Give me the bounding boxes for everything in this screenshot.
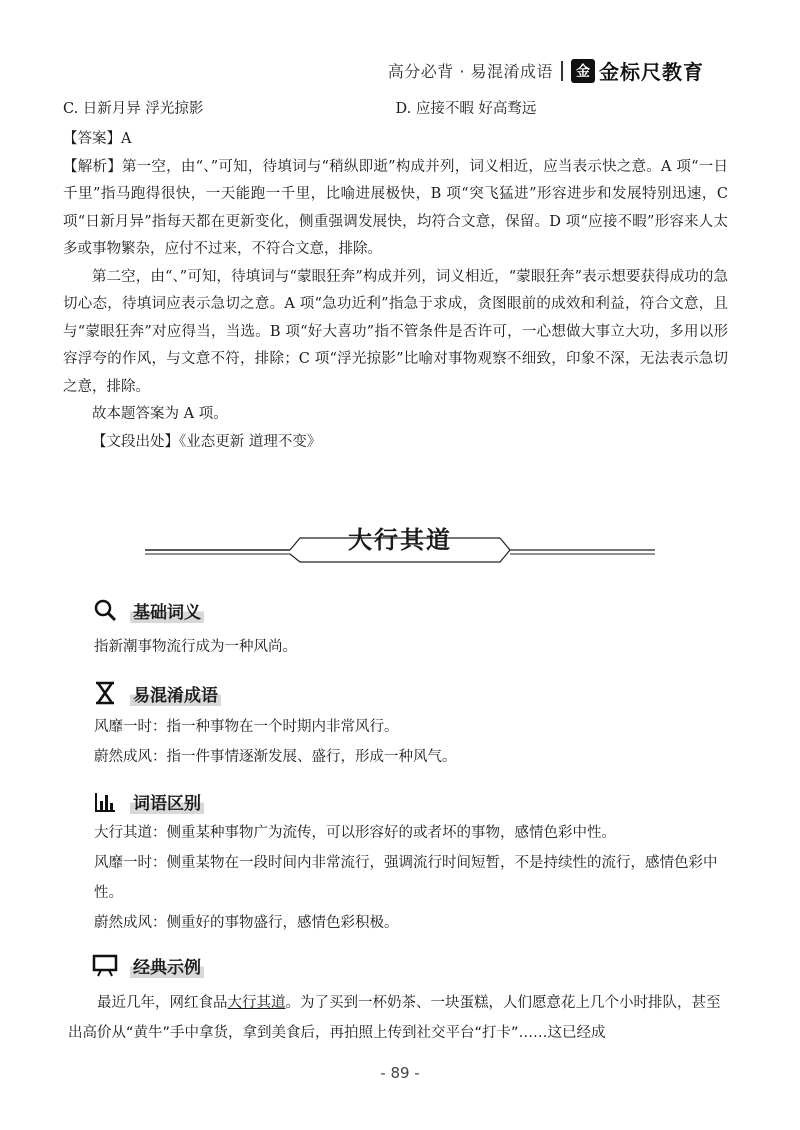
analysis-para-2: 第二空，由“、”可知，待填词与“蒙眼狂奔”构成并列，词义相近，“蒙眼狂奔”表示想要获得成功的急切心态，待填词应表示急切之意。A 项“急功近利”指急于求成，贪图眼前的成效和利益，符合文意，且与“蒙眼狂奔”对应得当，当选。B 项“好大喜功”指不管条件是否许可，一心想做大事立大功，多用以形容浮夸的作风，与文意不符，排除；C 项“浮光掠影”比喻对事物观察不细致，印象不深，无法表示急切之意，排除。 <box>63 268 728 395</box>
example-text-start: 最近几年，网红食品 <box>97 995 228 1011</box>
search-icon <box>92 597 118 623</box>
section-distinction-heading <box>92 788 204 814</box>
section-basic-label: 基础词义 <box>130 598 204 623</box>
hourglass-icon <box>92 680 118 706</box>
page-number: - 89 - <box>380 1064 420 1082</box>
section-example-body <box>68 988 728 1048</box>
analysis-conclusion: 故本题答案为 A 项。 <box>92 406 228 422</box>
answer-line: 【答案】A <box>63 131 132 147</box>
section-example-label: 经典示例 <box>130 953 204 978</box>
distinction-line: 风靡一时：侧重某物在一段时间内非常流行，强调流行时间短暂，不是持续性的流行，感情色彩中性。 <box>94 855 718 901</box>
options-row <box>63 96 728 122</box>
presentation-board-icon <box>92 952 118 978</box>
section-confusable-heading <box>92 680 221 706</box>
example-text <box>68 988 728 1048</box>
section-distinction-body <box>94 818 724 938</box>
logo-text: 金标尺教育 <box>599 60 704 84</box>
brand-logo <box>571 56 704 85</box>
distinction-line: 大行其道：侧重某种事物广为流传，可以形容好的或者坏的事物，感情色彩中性。 <box>94 825 616 841</box>
idiom-title: 大行其道 <box>348 525 452 554</box>
analysis-block <box>63 126 728 456</box>
section-example-heading <box>92 952 204 978</box>
confusable-line: 风靡一时：指一种事物在一个时期内非常风行。 <box>94 719 399 735</box>
logo-mark-icon: 金 <box>571 59 595 83</box>
idiom-title-banner <box>140 516 660 566</box>
distinction-line: 蔚然成风：侧重好的事物盛行，感情色彩积极。 <box>94 915 399 931</box>
example-highlight-idiom: 大行其道 <box>227 995 286 1011</box>
section-distinction-label: 词语区别 <box>130 789 204 814</box>
option-d: D. 应接不暇 好高骛远 <box>395 101 537 117</box>
section-confusable-body <box>94 712 724 772</box>
header-divider <box>561 61 563 81</box>
header-tagline: 高分必背 · 易混淆成语 <box>387 62 553 81</box>
basic-meaning-text: 指新潮事物流行成为一种风尚。 <box>94 639 297 655</box>
page-header <box>388 56 704 85</box>
bar-chart-icon <box>92 788 118 814</box>
section-basic-body <box>94 632 724 662</box>
source-line: 【文段出处】《业态更新 道理不变》 <box>92 433 322 450</box>
section-basic-heading <box>92 597 204 623</box>
section-confusable-label: 易混淆成语 <box>130 681 221 706</box>
example-text-rest: 。为了买到一杯奶茶、一块蛋糕，人们愿意花上几个小时排队，甚至出高价从“黄牛”手中拿货，拿到美食后，再拍照上传到社交平台“打卡”……这已经成 <box>68 995 721 1041</box>
analysis-para-1: 【解析】第一空，由“、”可知，待填词与“稍纵即逝”构成并列，词义相近，应当表示快之意。A 项“一日千里”指马跑得很快，一天能跑一千里，比喻进展极快，B 项“突飞猛进”形容进步和发展特别迅速，C 项“日新月异”指每天都在更新变化，侧重强调发展快，均符合文意，保留。D 项“应接不暇”形容来人太多或事物繁杂，应付不过来，不符合文意，排除。 <box>63 158 728 257</box>
option-c: C. 日新月异 浮光掠影 <box>63 101 204 117</box>
confusable-line: 蔚然成风：指一件事情逐渐发展、盛行，形成一种风气。 <box>94 749 457 765</box>
